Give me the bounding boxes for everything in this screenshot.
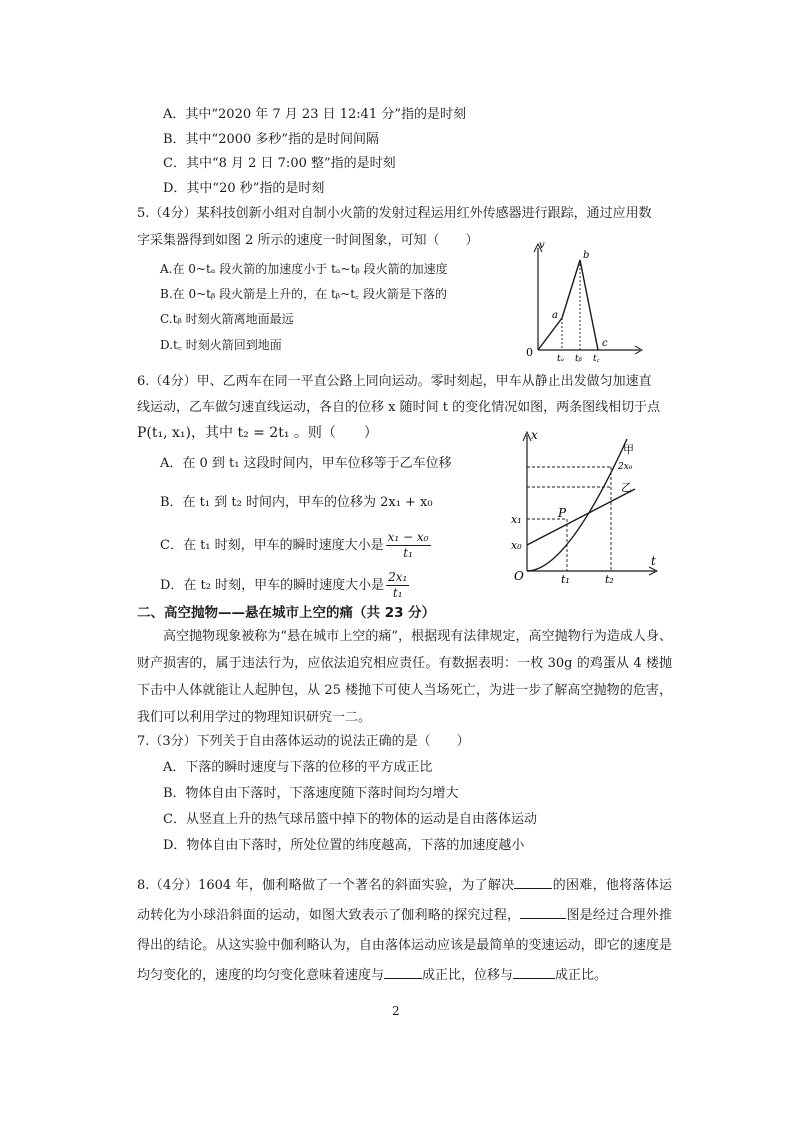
q6-option-d-numerator: 2x₁ xyxy=(388,570,408,584)
q6-option-d-text: D．在 t₂ 时刻，甲车的瞬时速度大小是 xyxy=(160,578,385,593)
q8-part2: 的困难，他将落体运动转化为小球沿斜面的运动，如图大致表示了伽利略的探究过程， xyxy=(137,878,672,923)
q5-stem-line1: 5.（4分）某科技创新小组对自制小火箭的发射过程运用红外传感器进行跟踪，通过应用数 xyxy=(137,206,652,221)
q6-option-d-fraction xyxy=(386,570,409,601)
q5-graph-tick-a: tₐ xyxy=(557,354,564,363)
q4-option-b: B．其中“2000 多秒”指的是时间间隔 xyxy=(163,132,380,147)
q5-graph-origin: 0 xyxy=(526,346,533,359)
q6-stem-line1: 6.（4分）甲、乙两车在同一平直公路上同向运动。零时刻起，甲车从静止出发做匀加速直 xyxy=(137,374,652,389)
q5-graph-tick-c: t꜀ xyxy=(593,354,600,363)
q6-graph-label-jia: 甲 xyxy=(623,443,634,456)
q6-stem-line3: P(t₁, x₁)，其中 t₂ = 2t₁ 。则（ ） xyxy=(137,425,378,441)
q6-stem-line2: 线运动，乙车做匀速直线运动，各自的位移 x 随时间 t 的变化情况如图，两条图线相切于点 xyxy=(137,400,661,415)
q5-graph-tick-b: tᵦ xyxy=(575,354,582,363)
q6-graph-label-x1: x₁ xyxy=(511,513,522,526)
q8-part3: 图是经过合理外推得出的结论。从这实验中伽利略认为，自由落体运动应该是最简单的变速运动，即它的速度是均匀变化的，速度的均匀变化意味着速度与 xyxy=(137,908,672,983)
q5-stem-line2: 字采集器得到如图 2 所示的速度一时间图象，可知（ ） xyxy=(137,233,479,248)
q6-graph-label-yi: 乙 xyxy=(621,481,632,494)
q8-blank-1[interactable] xyxy=(514,876,552,889)
q7-option-c: C．从竖直上升的热气球吊篮中掉下的物体的运动是自由落体运动 xyxy=(163,812,537,827)
q8-part4: 成正比，位移与 xyxy=(422,968,514,983)
q6-graph-label-t1: t₁ xyxy=(561,573,570,585)
q4-option-c: C．其中“8 月 2 日 7:00 整”指的是时刻 xyxy=(163,156,396,171)
q8-part5: 成正比。 xyxy=(555,968,608,983)
q5-option-b: B.在 0~tᵦ 段火箭是上升的，在 tᵦ~t꜀ 段火箭是下落的 xyxy=(160,287,447,301)
q6-option-c-numerator: x₁ − x₀ xyxy=(387,530,429,544)
q6-option-c-denominator: t₁ xyxy=(403,546,413,560)
q8-blank-4[interactable] xyxy=(513,966,555,979)
q6-option-b: B．在 t₁ 到 t₂ 时间内，甲车的位移为 2x₁ + x₀ xyxy=(160,495,433,510)
q6-option-c-text: C．在 t₁ 时刻，甲车的瞬时速度大小是 xyxy=(160,538,384,553)
q5-graph-point-c: c xyxy=(602,338,608,349)
q6-graph-label-2x0: 2x₀ xyxy=(618,462,633,472)
q7-stem: 7.（3分）下列关于自由落体运动的说法正确的是（ ） xyxy=(137,734,470,749)
section2-title: 二、高空抛物——悬在城市上空的痛（共 23 分） xyxy=(137,605,436,621)
q8-blank-2[interactable] xyxy=(520,906,566,919)
q6-graph-label-x0: x₀ xyxy=(511,539,522,552)
q4-option-a: A．其中“2020 年 7 月 23 日 12:41 分”指的是时刻 xyxy=(163,107,466,122)
q6-graph-axis-t: t xyxy=(651,554,656,568)
q5-option-c: C.tᵦ 时刻火箭离地面最远 xyxy=(160,312,294,326)
q6-option-d xyxy=(160,566,411,606)
q7-option-b: B．物体自由下落时，下落速度随下落时间均匀增大 xyxy=(163,786,459,801)
page-number: 2 xyxy=(392,1004,400,1018)
q5-option-a: A.在 0~tₐ 段火箭的加速度小于 tₐ~tᵦ 段火箭的加速度 xyxy=(160,262,448,276)
q6-option-a: A．在 0 到 t₁ 这段时间内，甲车位移等于乙车位移 xyxy=(160,456,452,471)
q4-option-d: D．其中“20 秒”指的是时刻 xyxy=(163,181,325,196)
q6-graph-label-t2: t₂ xyxy=(605,573,614,585)
section2-intro: 高空抛物现象被称为“悬在城市上空的痛”，根据现有法律规定，高空抛物行为造成人身、财产损害的，属于违法行为，应依法追究相应责任。有数据表明：一枚 30g 的鸡蛋从 4 楼抛下击中人体就能让人起肿包，从 25 楼抛下可使人当场死亡，为进一步了解高空抛物的危害，我们可以利用学过的物理知识研究一二。 xyxy=(137,629,672,725)
q8-part1: 8.（4分）1604 年，伽利略做了一个著名的斜面实验，为了解决 xyxy=(137,878,515,893)
q5-vt-graph xyxy=(518,238,648,363)
q6-option-d-denominator: t₁ xyxy=(392,586,403,600)
q5-graph-axis-v: v xyxy=(539,240,545,251)
q8-paragraph xyxy=(137,871,672,991)
q6-graph-label-p: P xyxy=(558,506,567,520)
q7-option-a: A．下落的瞬时速度与下落的位移的平方成正比 xyxy=(163,760,433,775)
q5-option-d: D.t꜀ 时刻火箭回到地面 xyxy=(160,338,282,352)
q5-graph-point-a: a xyxy=(552,310,558,321)
q5-graph-point-b: b xyxy=(583,250,590,261)
q8-blank-3[interactable] xyxy=(384,966,422,979)
q6-option-c xyxy=(160,526,433,566)
q7-option-d: D．物体自由下落时，所处位置的纬度越高，下落的加速度越小 xyxy=(163,838,525,853)
q6-xt-graph xyxy=(505,425,665,585)
q6-graph-origin: O xyxy=(514,569,524,583)
q6-graph-axis-x: x xyxy=(531,428,538,442)
q6-option-c-fraction xyxy=(386,530,431,561)
